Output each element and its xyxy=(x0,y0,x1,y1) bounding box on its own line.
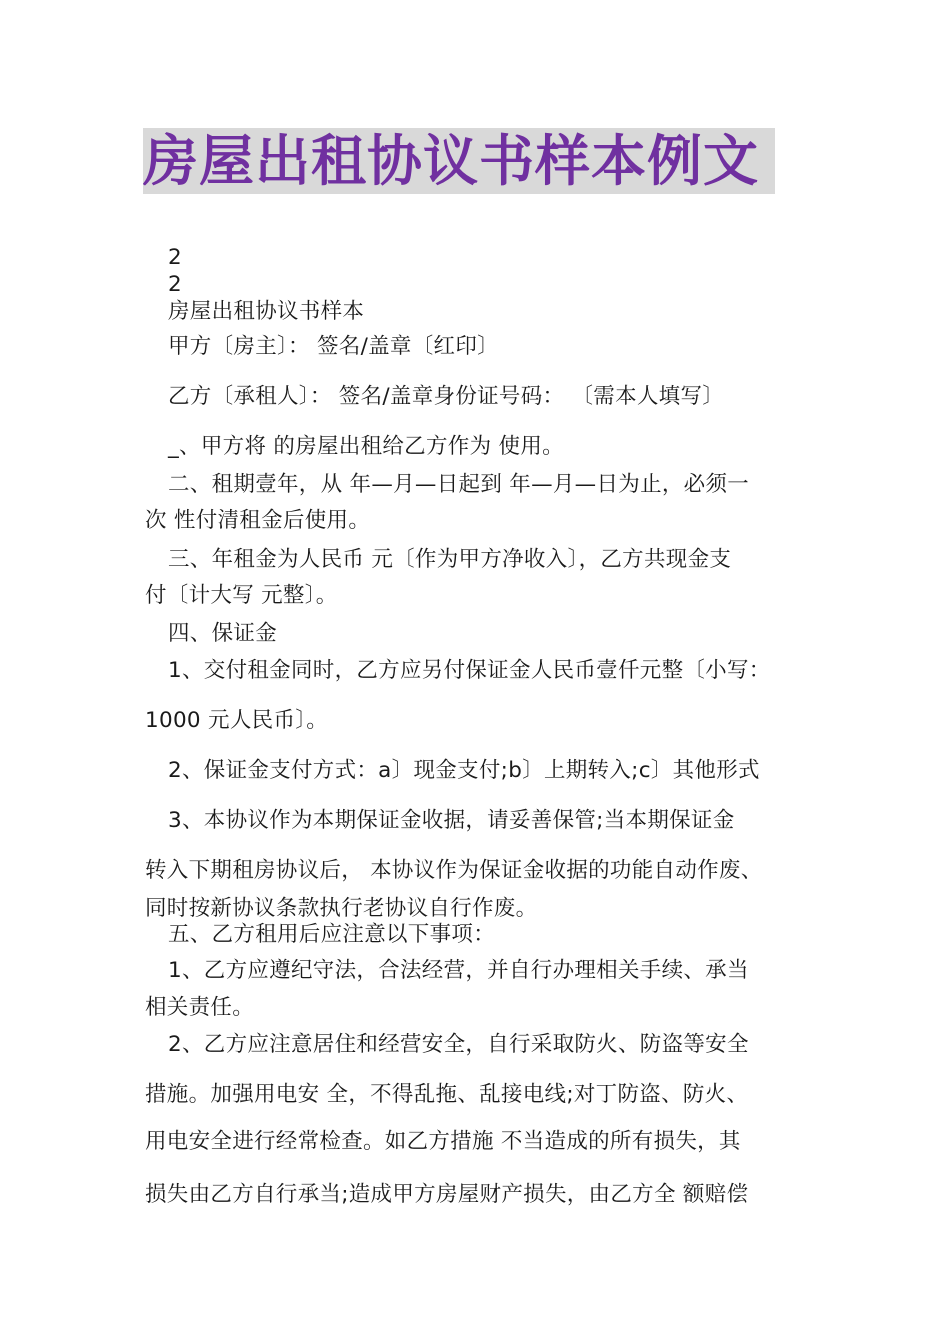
clause-4-heading: 四、保证金 xyxy=(168,621,278,646)
clause-4-item-1-cont: 1000 元人民币〕。 xyxy=(145,708,329,733)
subtitle: 房屋出租协议书样本 xyxy=(168,299,365,324)
clause-2: 二、租期壹年，从 年—月—日起到 年—月—日为止，必须一 xyxy=(168,472,750,497)
clause-5-heading: 五、乙方租用后应注意以下事项： xyxy=(168,922,496,947)
clause-4-item-3-cont: 转入下期租房协议后， 本协议作为保证金收据的功能自动作废、 xyxy=(145,858,763,883)
clause-5-item-2: 2、乙方应注意居住和经营安全，自行采取防火、防盗等安全 xyxy=(168,1032,749,1057)
clause-5-item-2-cont2: 用电安全进行经常检查。如乙方措施 不当造成的所有损失，其 xyxy=(145,1129,741,1154)
clause-5-item-2-cont: 措施。加强用电安 全，不得乱拖、乱接电线;对丁防盗、防火、 xyxy=(145,1082,749,1107)
party-b-line: 乙方〔承租人〕： 签名/盖章身份证号码： 〔需本人填写〕 xyxy=(168,384,725,409)
page-number-line: 2 xyxy=(168,245,182,270)
clause-2-cont: 次 性付清租金后使用。 xyxy=(145,508,371,533)
clause-1: _、甲方将 的房屋出租给乙方作为 使用。 xyxy=(168,434,564,459)
clause-3-cont: 付〔计大写 元整〕。 xyxy=(145,583,338,608)
clause-4-item-3: 3、本协议作为本期保证金收据，请妥善保管;当本期保证金 xyxy=(168,808,735,833)
clause-5-item-1-cont: 相关责任。 xyxy=(145,995,255,1020)
clause-4-item-2: 2、保证金支付方式：a〕现金支付;b〕上期转入;c〕其他形式 xyxy=(168,758,760,783)
party-a-line: 甲方〔房主〕： 签名/盖章〔红印〕 xyxy=(168,334,499,359)
clause-5-item-2-cont3: 损失由乙方自行承当;造成甲方房屋财产损失，由乙方全 额赔偿 xyxy=(145,1182,749,1207)
clause-4-item-1: 1、交付租金同时，乙方应另付保证金人民币壹仟元整〔小写： xyxy=(168,658,771,683)
clause-3: 三、年租金为人民币 元〔作为甲方净收入〕，乙方共现金支 xyxy=(168,547,732,572)
clause-5-item-1: 1、乙方应遵纪守法，合法经营，并自行办理相关手续、承当 xyxy=(168,958,749,983)
document-title: 房屋出租协议书样本例文 xyxy=(143,128,775,194)
clause-4-item-3-cont2: 同时按新协议条款执行老协议自行作废。 xyxy=(145,896,538,921)
page-number-line: 2 xyxy=(168,272,182,297)
